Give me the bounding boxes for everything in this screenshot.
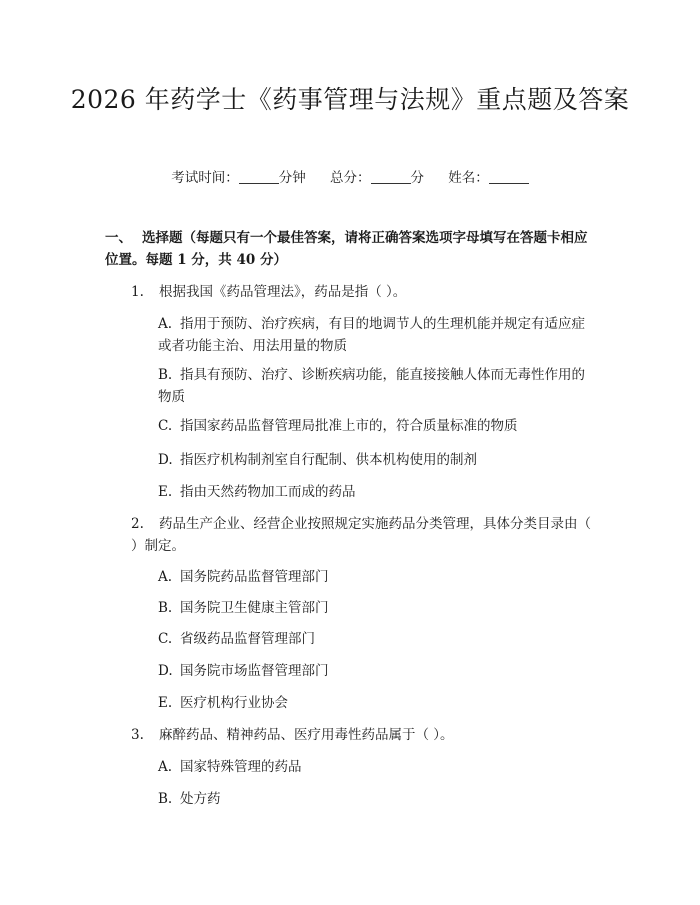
name-field <box>448 170 529 186</box>
name-label: 姓名： <box>448 170 489 186</box>
option-letter: D. <box>158 452 173 468</box>
question-number: 3. <box>131 727 144 743</box>
option-1a <box>158 313 598 357</box>
question-number: 1. <box>131 284 144 300</box>
exam-time-label: 考试时间： <box>171 170 239 186</box>
option-letter: C. <box>158 631 173 647</box>
exam-time-blank <box>239 169 279 184</box>
question-2 <box>131 513 599 557</box>
question-text: 药品生产企业、经营企业按照规定实施药品分类管理，具体分类目录由（ ）制定。 <box>131 516 591 554</box>
option-letter: A. <box>158 569 173 585</box>
exam-time-field <box>171 170 306 186</box>
option-text: 医疗机构行业协会 <box>180 695 288 711</box>
question-text: 麻醉药品、精神药品、医疗用毒性药品属于（ ）。 <box>159 727 454 743</box>
option-1e <box>158 481 356 503</box>
option-text: 指用于预防、治疗疾病，有目的地调节人的生理机能并规定有适应症或者功能主治、用法用量的物质 <box>158 316 585 354</box>
question-3 <box>131 724 454 746</box>
option-1b <box>158 364 598 408</box>
option-letter: E. <box>158 695 173 711</box>
option-text: 处方药 <box>180 791 221 807</box>
section-number: 一、 <box>105 230 132 246</box>
option-text: 省级药品监督管理部门 <box>180 631 315 647</box>
option-letter: D. <box>158 663 173 679</box>
option-text: 国家特殊管理的药品 <box>180 759 302 775</box>
option-letter: B. <box>158 367 173 383</box>
name-blank <box>489 169 529 184</box>
total-score-field <box>330 170 424 186</box>
option-text: 指具有预防、治疗、诊断疾病功能，能直接接触人体而无毒性作用的物质 <box>158 367 585 405</box>
option-text: 国务院药品监督管理部门 <box>180 569 329 585</box>
option-letter: B. <box>158 600 173 616</box>
option-3a <box>158 756 302 778</box>
option-text: 指国家药品监督管理局批准上市的，符合质量标准的物质 <box>180 418 518 434</box>
option-1d <box>158 449 477 471</box>
option-2e <box>158 692 288 714</box>
document-title: 2026 年药学士《药事管理与法规》重点题及答案 <box>70 85 630 114</box>
option-2d <box>158 660 329 682</box>
option-text: 指由天然药物加工而成的药品 <box>180 484 356 500</box>
option-letter: E. <box>158 484 173 500</box>
option-letter: A. <box>158 759 173 775</box>
question-text: 根据我国《药品管理法》，药品是指（ ）。 <box>159 284 407 300</box>
option-2b <box>158 597 329 619</box>
option-letter: A. <box>158 316 173 332</box>
option-2c <box>158 628 315 650</box>
option-letter: B. <box>158 791 173 807</box>
option-1c <box>158 415 518 437</box>
total-score-label: 总分： <box>330 170 371 186</box>
total-score-unit: 分 <box>410 170 424 186</box>
option-2a <box>158 566 329 588</box>
question-number: 2. <box>131 516 144 532</box>
exam-info-line <box>0 168 700 188</box>
total-score-blank <box>371 169 411 184</box>
option-text: 国务院卫生健康主管部门 <box>180 600 329 616</box>
option-letter: C. <box>158 418 173 434</box>
exam-time-unit: 分钟 <box>278 170 306 186</box>
section-instructions: 选择题（每题只有一个最佳答案，请将正确答案选项字母填写在答题卡相应位置。每题 1 分，共 40 分） <box>105 230 588 268</box>
option-text: 国务院市场监督管理部门 <box>180 663 329 679</box>
question-1 <box>131 281 406 303</box>
option-text: 指医疗机构制剂室自行配制、供本机构使用的制剂 <box>180 452 477 468</box>
section-heading <box>105 227 600 271</box>
option-3b <box>158 788 221 810</box>
